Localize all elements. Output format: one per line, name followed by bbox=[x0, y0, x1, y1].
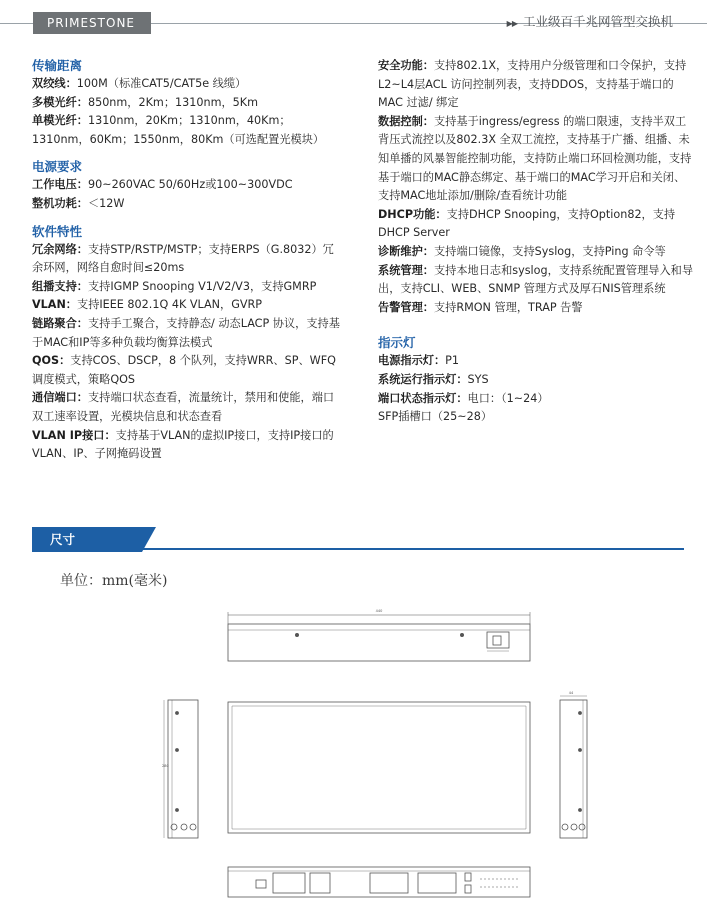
dimension-width-label: 440 bbox=[375, 609, 383, 613]
spec-row bbox=[32, 352, 344, 389]
spec-row bbox=[378, 408, 696, 427]
spec-label: DHCP功能： bbox=[378, 207, 447, 221]
spec-value: 支持基于VLAN的虚拟IP接口，支持IP接口的VLAN、IP、子网掩码设置 bbox=[32, 428, 334, 461]
spec-label: 数据控制： bbox=[378, 114, 434, 128]
product-title-text: 工业级百千兆网管型交换机 bbox=[522, 14, 673, 29]
spec-row bbox=[378, 390, 696, 409]
front-view bbox=[228, 612, 530, 661]
spec-row bbox=[378, 262, 696, 299]
spec-label: VLAN IP接口： bbox=[32, 428, 116, 442]
software-list-continued bbox=[378, 57, 696, 317]
spec-value: 支持STP/RSTP/MSTP；支持ERPS（G.8032）冗余环网，网络自愈时间≤20ms bbox=[32, 242, 334, 275]
double-arrow-icon: ▶▶ bbox=[506, 19, 517, 28]
spec-label: 组播支持： bbox=[32, 279, 88, 293]
spec-value: 850nm，2Km；1310nm，5Km bbox=[87, 95, 259, 109]
spec-value: 100M（标准CAT5/CAT5e 线缆） bbox=[76, 77, 247, 90]
spec-row bbox=[32, 296, 344, 315]
spec-row bbox=[378, 299, 696, 318]
spec-row bbox=[378, 206, 696, 243]
spec-value: 支持RMON 管理，TRAP 告警 bbox=[433, 300, 583, 314]
left-side-view bbox=[164, 700, 198, 838]
spec-label: VLAN： bbox=[32, 298, 77, 312]
unit-label: 单位：mm(毫米) bbox=[60, 573, 168, 589]
spec-row bbox=[32, 94, 344, 113]
spec-value: 90~260VAC 50/60Hz或100~300VDC bbox=[87, 178, 293, 192]
spec-label: 工作电压： bbox=[32, 178, 88, 192]
dimension-depth-label: 280 bbox=[162, 764, 169, 768]
spec-label: QOS： bbox=[32, 354, 71, 368]
spec-label: 电源指示灯： bbox=[378, 354, 446, 368]
dimension-drawing bbox=[160, 605, 600, 905]
product-title bbox=[507, 12, 673, 34]
spec-label: 双绞线： bbox=[32, 77, 77, 90]
spec-value: SFP插槽口（25~28） bbox=[378, 410, 493, 424]
port-panel-view bbox=[228, 867, 530, 897]
spec-label: 链路聚合： bbox=[32, 316, 88, 330]
power-list bbox=[32, 176, 344, 213]
spec-value: 支持DHCP Snooping，支持Option82，支持DHCP Server bbox=[378, 207, 676, 240]
spec-value: 支持端口镜像，支持Syslog，支持Ping 命令等 bbox=[433, 244, 666, 258]
spec-value: SYS bbox=[467, 372, 489, 386]
spec-label: 通信端口： bbox=[32, 391, 88, 405]
dimension-height-label: 44 bbox=[568, 691, 574, 695]
spec-value: 支持本地日志和syslog，支持系统配置管理导入和导出，支持CLI、WEB、SNMP 管理方式及厚石NIS管理系统 bbox=[378, 263, 694, 296]
right-column bbox=[378, 57, 696, 427]
spec-value: 支持IGMP Snooping V1/V2/V3，支持GMRP bbox=[87, 279, 317, 293]
indicator-list bbox=[378, 352, 696, 426]
spec-value: 支持手工聚合，支持静态/ 动态LACP 协议，支持基于MAC和IP等多种负载均衡算法模式 bbox=[32, 316, 340, 349]
left-column bbox=[32, 56, 344, 464]
spec-row bbox=[32, 195, 344, 214]
spec-label: 系统管理： bbox=[378, 263, 434, 277]
spec-row bbox=[32, 241, 344, 278]
top-view bbox=[228, 702, 530, 833]
spec-label: 多模光纤： bbox=[32, 95, 88, 109]
spec-row bbox=[32, 427, 344, 464]
software-list bbox=[32, 241, 344, 464]
section-heading-transmission: 传输距离 bbox=[32, 58, 83, 73]
brand-logo: PRIMESTONE bbox=[33, 12, 151, 34]
spec-row bbox=[32, 389, 344, 426]
spec-row bbox=[378, 113, 696, 206]
spec-value: 电口：（1~24） bbox=[467, 391, 549, 405]
spec-label: 冗余网络： bbox=[32, 242, 88, 256]
section-heading-power: 电源要求 bbox=[32, 159, 83, 175]
spec-value: 支持端口状态查看，流量统计，禁用和使能，端口双工速率设置，光模块信息和状态查看 bbox=[32, 391, 335, 423]
spec-row bbox=[378, 243, 696, 262]
spec-label: 安全功能： bbox=[378, 59, 434, 72]
spec-value: 1310nm，20Km；1310nm，40Km；1310nm，60Km；1550nm，80Km（可选配置光模块） bbox=[32, 114, 325, 146]
section-heading-software: 软件特性 bbox=[32, 223, 83, 239]
spec-row bbox=[32, 278, 344, 297]
spec-row bbox=[32, 315, 344, 352]
spec-value: P1 bbox=[445, 354, 460, 368]
spec-row bbox=[378, 352, 696, 371]
spec-row bbox=[32, 75, 344, 94]
dimension-section-title: 尺寸 bbox=[50, 532, 76, 547]
spec-label: 诊断维护： bbox=[378, 244, 434, 258]
spec-row bbox=[378, 371, 696, 390]
spec-value: 支持基于ingress/egress 的端口限速，支持半双工背压式流控以及802.3X 全双工流控，支持基于广播、组播、未知单播的风暴智能控制功能，支持防止端口环回检测功能，支持基于端口的MAC静态绑定、基于端口的MAC学习开启和关闭、支持MAC地址添加/删除/查看统计功能 bbox=[378, 114, 692, 203]
spec-value: ＜12W bbox=[87, 196, 125, 210]
spec-value: 支持IEEE 802.1Q 4K VLAN，GVRP bbox=[77, 298, 263, 312]
right-side-view bbox=[560, 696, 587, 838]
section-heading-indicators: 指示灯 bbox=[378, 335, 416, 351]
spec-label: 单模光纤： bbox=[32, 114, 88, 128]
spec-label: 告警管理： bbox=[378, 300, 434, 314]
spec-label: 端口状态指示灯： bbox=[378, 391, 468, 405]
spec-row bbox=[378, 57, 696, 113]
spec-value: 支持COS、DSCP，8 个队列，支持WRR、SP、WFQ 调度模式，策略QOS bbox=[32, 354, 336, 386]
spec-label: 系统运行指示灯： bbox=[378, 372, 468, 386]
spec-label: 整机功耗： bbox=[32, 196, 88, 210]
dimension-section-rule bbox=[32, 548, 684, 550]
spec-row bbox=[32, 176, 344, 195]
spec-row bbox=[32, 112, 344, 149]
spec-value: 支持802.1X，支持用户分级管理和口令保护，支持L2~L4层ACL 访问控制列表，支持DDOS，支持基于端口的MAC 过滤/ 绑定 bbox=[378, 59, 687, 110]
transmission-list bbox=[32, 75, 344, 149]
